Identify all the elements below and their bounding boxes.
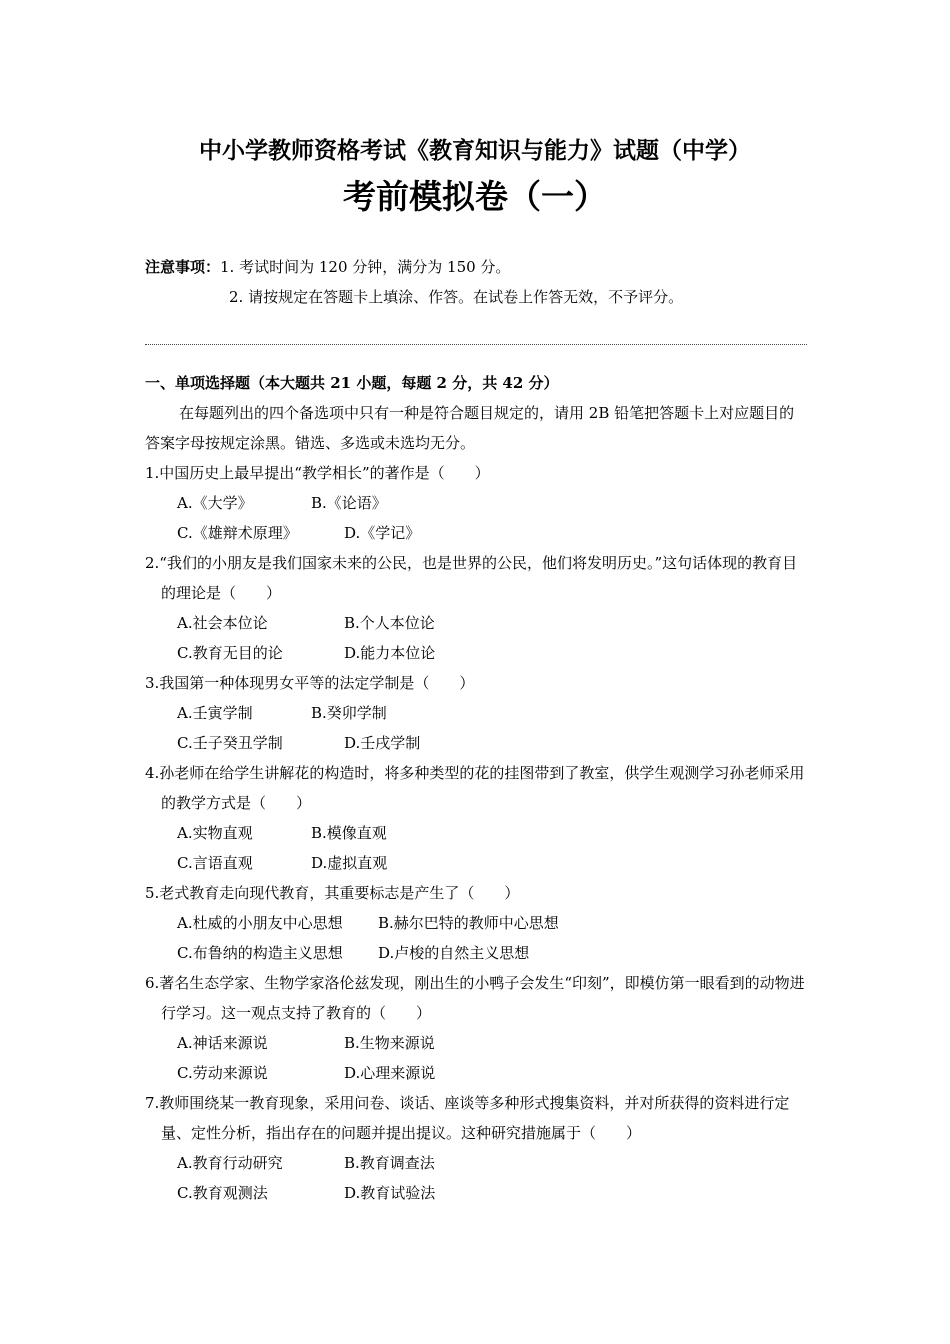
answer-option: A.杜威的小朋友中心思想: [177, 914, 343, 932]
question-item: [145, 548, 807, 668]
option-row: [145, 518, 807, 548]
section-instruction: 在每题列出的四个备选项中只有一种是符合题目规定的，请用 2B 铅笔把答题卡上对应题目的答案字母按规定涂黑。错选、多选或未选均无分。: [145, 404, 795, 452]
question-item: [145, 668, 807, 758]
option-row: [145, 698, 807, 728]
answer-option: B.癸卯学制: [311, 704, 387, 722]
question-text: 7.教师围绕某一教育现象，采用问卷、谈话、座谈等多种形式搜集资料，并对所获得的资料进行定量、定性分析，指出存在的问题并提出提议。这种研究措施属于（ ）: [145, 1094, 790, 1142]
answer-option: C.教育无目的论: [177, 644, 283, 662]
question-item: [145, 458, 807, 548]
answer-option: A.社会本位论: [177, 614, 268, 632]
answer-option: B.模像直观: [311, 824, 387, 842]
option-row: [145, 938, 807, 968]
answer-option: D.心理来源说: [344, 1064, 436, 1082]
answer-option: D.能力本位论: [344, 644, 436, 662]
option-row: [145, 1148, 807, 1178]
question-text: 4.孙老师在给学生讲解花的构造时，将多种类型的花的挂图带到了教室，供学生观测学习孙老师采用的教学方式是（ ）: [145, 764, 805, 812]
question-text: 6.著名生态学家、生物学家洛伦兹发现，刚出生的小鸭子会发生“印刻”，即模仿第一眼看到的动物进行学习。这一观点支持了教育的（ ）: [145, 974, 805, 1022]
notes-label: 注意事项：: [145, 258, 221, 276]
answer-option: C.布鲁纳的构造主义思想: [177, 944, 343, 962]
answer-option: B.赫尔巴特的教师中心思想: [378, 914, 559, 932]
answer-option: B.生物来源说: [344, 1034, 435, 1052]
answer-option: C.言语直观: [177, 854, 253, 872]
exam-title: 中小学教师资格考试《教育知识与能力》试题（中学）: [199, 137, 751, 164]
question-text: 5.老式教育走向现代教育，其重要标志是产生了（ ）: [145, 884, 520, 902]
note-item: 1. 考试时间为 120 分钟，满分为 150 分。: [220, 258, 511, 276]
answer-option: D.教育试验法: [344, 1184, 436, 1202]
option-row: [145, 638, 807, 668]
answer-option: A.教育行动研究: [177, 1154, 283, 1172]
question-list: [145, 458, 807, 1208]
answer-option: C.劳动来源说: [177, 1064, 268, 1082]
question-text: 1.中国历史上最早提出“教学相长”的著作是（ ）: [145, 464, 490, 482]
answer-option: D.《学记》: [344, 524, 421, 542]
option-row: [145, 848, 807, 878]
section-title: 一、单项选择题（本大题共 21 小题，每题 2 分，共 42 分）: [145, 374, 559, 392]
exam-subtitle: 考前模拟卷（一）: [343, 177, 607, 216]
question-item: [145, 758, 807, 878]
answer-option: D.虚拟直观: [311, 854, 388, 872]
answer-option: A.神话来源说: [177, 1034, 268, 1052]
answer-option: A.实物直观: [177, 824, 253, 842]
question-text: 3.我国第一种体现男女平等的法定学制是（ ）: [145, 674, 475, 692]
option-row: [145, 908, 807, 938]
exam-notes: [145, 252, 683, 312]
answer-option: A.《大学》: [177, 494, 253, 512]
option-row: [145, 728, 807, 758]
answer-option: C.《雄辩术原理》: [177, 524, 298, 542]
dotted-divider: [145, 344, 807, 345]
option-row: [145, 488, 807, 518]
question-text: 2.“我们的小朋友是我们国家未来的公民，也是世界的公民，他们将发明历史。”这句话体现的教育目的理论是（ ）: [145, 554, 798, 602]
answer-option: D.壬戌学制: [344, 734, 421, 752]
answer-option: B.《论语》: [311, 494, 387, 512]
question-item: [145, 968, 807, 1088]
question-item: [145, 1088, 807, 1208]
option-row: [145, 608, 807, 638]
answer-option: C.壬子癸丑学制: [177, 734, 283, 752]
answer-option: A.壬寅学制: [177, 704, 253, 722]
answer-option: B.教育调查法: [344, 1154, 435, 1172]
option-row: [145, 1058, 807, 1088]
answer-option: C.教育观测法: [177, 1184, 268, 1202]
option-row: [145, 818, 807, 848]
answer-option: D.卢梭的自然主义思想: [378, 944, 530, 962]
section-single-choice: [145, 368, 807, 1208]
note-item: 2. 请按规定在答题卡上填涂、作答。在试卷上作答无效，不予评分。: [229, 288, 684, 306]
option-row: [145, 1178, 807, 1208]
option-row: [145, 1028, 807, 1058]
answer-option: B.个人本位论: [344, 614, 435, 632]
question-item: [145, 878, 807, 968]
